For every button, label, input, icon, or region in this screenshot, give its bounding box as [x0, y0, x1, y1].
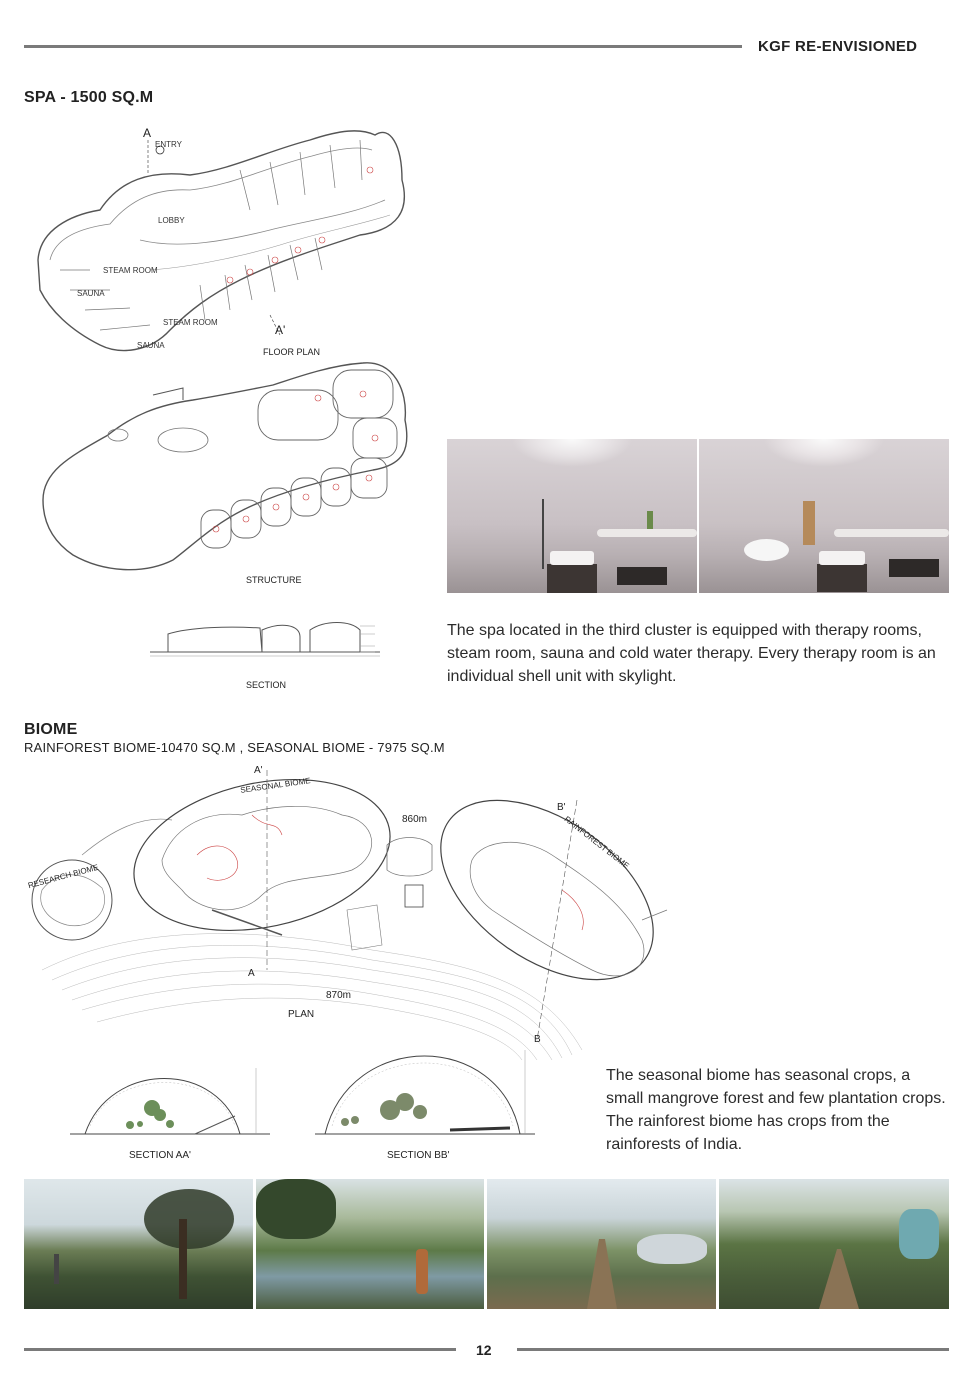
- biome-rainforest-label: RAINFOREST BIOME: [562, 814, 631, 871]
- biome-plan-caption: PLAN: [288, 1009, 315, 1020]
- spa-steam-room-label-1: STEAM ROOM: [103, 266, 158, 275]
- footer-rule-left: [24, 1348, 456, 1351]
- spa-description: The spa located in the third cluster is equipped with therapy rooms, steam room, sauna and cold water therapy. Every therapy room is an individual shell unit with skylight.: [447, 622, 936, 685]
- spa-sauna-label-2: SAUNA: [137, 341, 165, 350]
- spa-section-caption: SECTION: [246, 680, 287, 690]
- spa-structure-drawing: [33, 360, 413, 575]
- biome-plan-drawing: [22, 760, 682, 1060]
- spa-floor-plan: [30, 120, 420, 360]
- biome-section-bb-caption: SECTION BB': [387, 1150, 450, 1161]
- spa-therapy-room-render-1: [447, 439, 697, 593]
- footer-rule-right: [517, 1348, 949, 1351]
- biome-subtitle: RAINFOREST BIOME-10470 SQ.M , SEASONAL BIOME - 7975 SQ.M: [24, 740, 445, 755]
- biome-section-bb-drawing: [310, 1040, 550, 1140]
- spa-sauna-label-1: SAUNA: [77, 289, 105, 298]
- spa-section-marker-a-prime: A': [275, 323, 286, 337]
- biome-marker-a: A: [248, 968, 255, 979]
- biome-seasonal-label: SEASONAL BIOME: [239, 776, 312, 795]
- header-title: KGF RE-ENVISIONED: [758, 38, 918, 55]
- spa-therapy-room-render-2: [699, 439, 949, 593]
- biome-render-4: [719, 1179, 949, 1309]
- header-rule: [24, 45, 742, 48]
- biome-marker-b: B: [534, 1034, 541, 1045]
- spa-structure-caption: STRUCTURE: [246, 575, 302, 585]
- biome-section-aa-drawing: [60, 1060, 280, 1140]
- spa-section-marker-a: A: [143, 126, 152, 140]
- biome-research-label: RESEARCH BIOME: [27, 862, 100, 891]
- biome-dimension-bottom: 870m: [326, 990, 352, 1001]
- biome-marker-b-prime: B': [557, 802, 566, 813]
- spa-section-drawing: [150, 612, 400, 672]
- biome-marker-a-prime: A': [254, 765, 263, 776]
- page-number: 12: [476, 1342, 492, 1358]
- biome-render-1: [24, 1179, 253, 1309]
- spa-lobby-label: LOBBY: [158, 216, 185, 225]
- biome-section-aa-caption: SECTION AA': [129, 1150, 191, 1161]
- biome-title: BIOME: [24, 721, 78, 738]
- spa-floor-plan-caption: FLOOR PLAN: [263, 347, 321, 357]
- spa-title: SPA - 1500 SQ.M: [24, 89, 154, 106]
- biome-description: The seasonal biome has seasonal crops, a small mangrove forest and few plantation crops. The rainforest biome has crops from the rainforests of India.: [606, 1067, 946, 1153]
- spa-entry-label: ENTRY: [155, 140, 182, 149]
- biome-render-2: [256, 1179, 484, 1309]
- biome-dimension-top: 860m: [402, 814, 428, 825]
- spa-steam-room-label-2: STEAM ROOM: [163, 318, 218, 327]
- biome-render-3: [487, 1179, 716, 1309]
